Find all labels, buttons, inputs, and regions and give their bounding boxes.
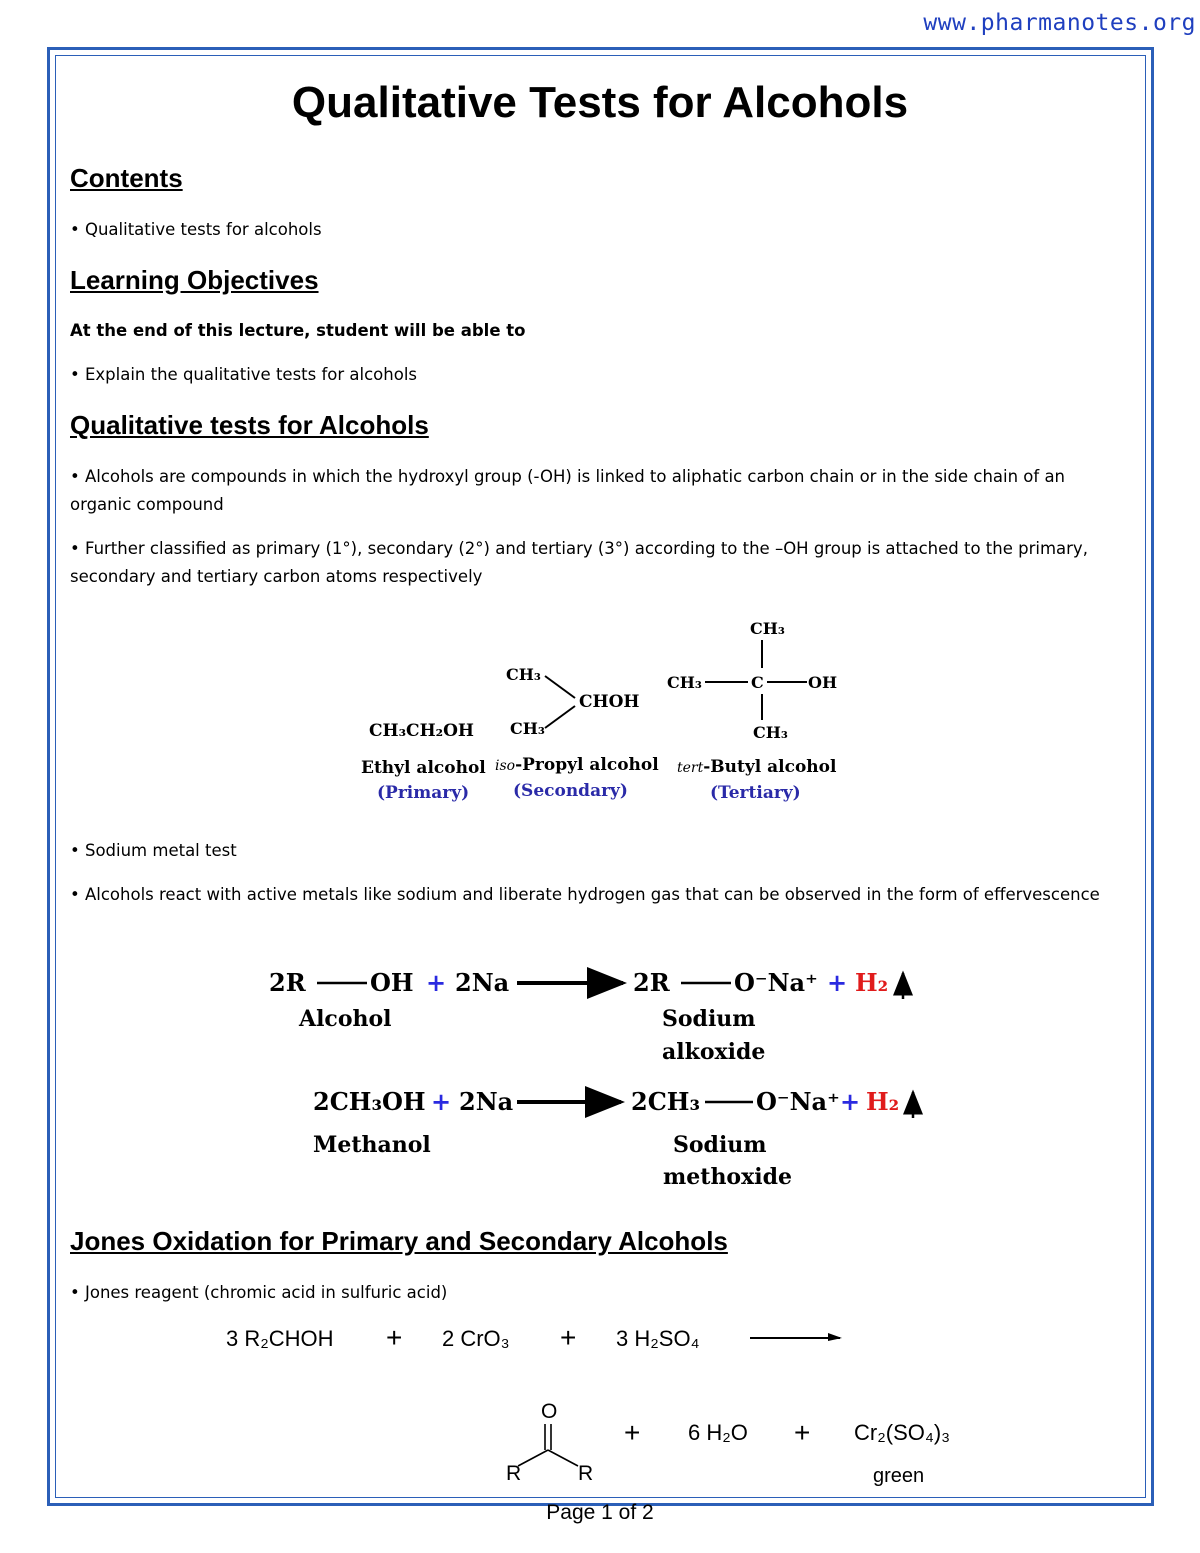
page-footer: Page 1 of 2	[546, 1501, 654, 1524]
isopropyl-class: (Secondary)	[513, 781, 628, 801]
tertbutyl-name	[677, 757, 837, 777]
tests-heading: Qualitative tests for Alcohols	[70, 410, 429, 440]
contents-heading: Contents	[70, 163, 183, 193]
jones-plus-3: +	[624, 1417, 641, 1448]
tertbutyl-ch3-left: CH₃	[667, 673, 702, 692]
tertbutyl-ch3-bottom: CH₃	[753, 723, 788, 742]
jones-plus-2: +	[560, 1322, 577, 1353]
r1-oh: OH	[370, 968, 414, 997]
r2-ona: O⁻Na⁺	[756, 1087, 840, 1116]
objectives-intro: At the end of this lecture, student will be able to	[70, 321, 526, 340]
r2-h2: H₂	[866, 1087, 900, 1116]
alcohol-structures-figure	[355, 610, 855, 810]
r2-plus-2: +	[840, 1087, 861, 1116]
isopropyl-bond-bottom	[545, 706, 575, 728]
sodium-test-title: • Sodium metal test	[70, 841, 237, 860]
ketone-r2: R	[578, 1462, 594, 1485]
isopropyl-bond-top	[545, 676, 575, 698]
r1-rhs-r: 2R	[633, 968, 670, 997]
r1-h2: H₂	[855, 968, 889, 997]
isopropyl-name	[495, 755, 659, 775]
tertbutyl-name-rest: -Butyl alcohol	[703, 757, 837, 777]
r1-plus: +	[426, 968, 447, 997]
jones-reagent: • Jones reagent (chromic acid in sulfuric acid)	[70, 1283, 448, 1302]
page-title: Qualitative Tests for Alcohols	[291, 78, 909, 127]
jones-cro3: 2 CrO₃	[442, 1326, 510, 1351]
isopropyl-prefix: iso	[495, 758, 516, 774]
jones-green: green	[873, 1465, 925, 1487]
r2-label-methanol: Methanol	[313, 1132, 431, 1158]
isopropyl-name-rest: -Propyl alcohol	[515, 755, 659, 775]
r2-rhs: 2CH₃	[631, 1087, 700, 1116]
ethyl-formula: CH₃CH₂OH	[369, 721, 474, 741]
site-url[interactable]: www.pharmanotes.org	[923, 10, 1196, 36]
r1-plus-2: +	[827, 968, 848, 997]
r2-lhs: 2CH₃OH	[313, 1087, 426, 1116]
r2-label-product-1: Sodium	[673, 1132, 767, 1158]
jones-h2so4: 3 H₂SO₄	[616, 1326, 700, 1351]
r1-label-alcohol: Alcohol	[299, 1006, 392, 1032]
r2-label-product-2: methoxide	[663, 1164, 792, 1190]
tertbutyl-oh: OH	[808, 673, 838, 692]
tests-paragraph-1: • Alcohols are compounds in which the hydroxyl group (-OH) is linked to aliphatic carbon chain or in the side chain of an organic compound	[70, 467, 1066, 514]
isopropyl-choh: CHOH	[579, 692, 640, 712]
r2-plus: +	[431, 1087, 452, 1116]
jones-water: 6 H₂O	[688, 1420, 748, 1445]
contents-item: • Qualitative tests for alcohols	[70, 220, 322, 239]
jones-heading: Jones Oxidation for Primary and Secondary Alcohols	[70, 1226, 728, 1256]
r2-na: 2Na	[459, 1087, 514, 1116]
ketone-bond-left	[518, 1450, 548, 1466]
ketone-r1: R	[506, 1462, 522, 1485]
tertbutyl-prefix: tert	[677, 760, 704, 776]
isopropyl-ch3-bottom: CH₃	[510, 719, 545, 738]
jones-chromium: Cr₂(SO₄)₃	[854, 1420, 951, 1445]
r1-label-product-2: alkoxide	[662, 1039, 766, 1065]
tertbutyl-ch3-top: CH₃	[750, 619, 785, 638]
ethyl-class: (Primary)	[377, 783, 470, 803]
objectives-heading: Learning Objectives	[70, 265, 319, 295]
r1-ona: O⁻Na⁺	[734, 968, 818, 997]
jones-equation-figure	[220, 1318, 980, 1488]
ketone-o: O	[541, 1400, 558, 1423]
objectives-item: • Explain the qualitative tests for alcohols	[70, 365, 418, 384]
r1-lhs-r: 2R	[269, 968, 306, 997]
r1-na: 2Na	[455, 968, 510, 997]
r1-label-product-1: Sodium	[662, 1006, 756, 1032]
jones-plus-4: +	[794, 1417, 811, 1448]
tests-paragraph-2: • Further classified as primary (1°), secondary (2°) and tertiary (3°) according to the –OH group is attached to the primary, secondary and tertiary carbon atoms respectively	[70, 539, 1088, 586]
jones-r2choh: 3 R₂CHOH	[226, 1326, 334, 1351]
sodium-test-description: • Alcohols react with active metals like sodium and liberate hydrogen gas that can be observed in the form of effervescence	[70, 885, 1100, 904]
tertbutyl-class: (Tertiary)	[710, 783, 801, 803]
jones-plus-1: +	[386, 1322, 403, 1353]
isopropyl-ch3-top: CH₃	[506, 665, 541, 684]
tertbutyl-c: C	[751, 673, 764, 692]
sodium-reactions-figure	[255, 955, 935, 1195]
ethyl-name: Ethyl alcohol	[361, 758, 486, 778]
ketone-bond-right	[548, 1450, 578, 1466]
